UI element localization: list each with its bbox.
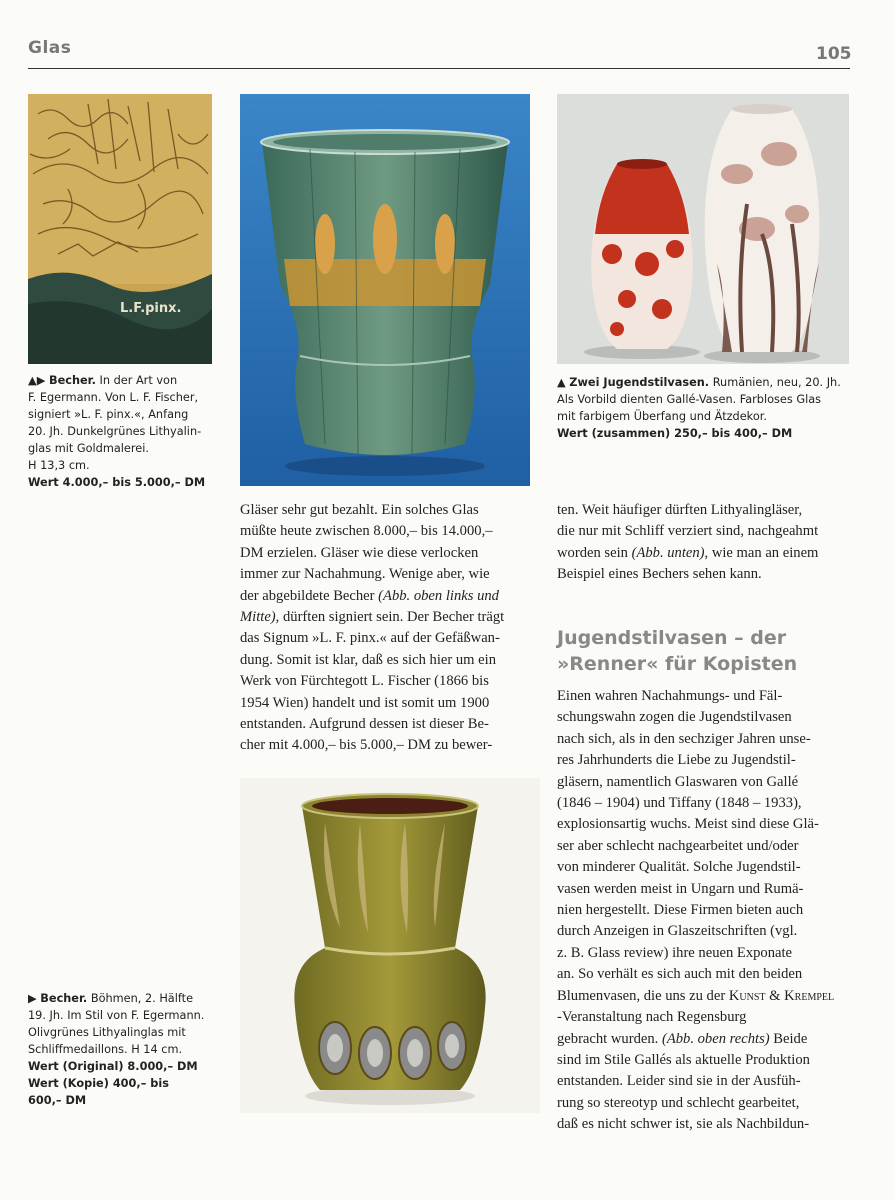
caption-becher-boehmen <box>28 990 228 1109</box>
text-line: daß es nicht schwer ist, sie als Nachbildun- <box>557 1116 810 1133</box>
text-line: nach sich, als in den sechziger Jahren unse- <box>557 730 811 747</box>
caption-line: H 13,3 cm. <box>28 459 90 472</box>
text-line: sind im Stile Gallés als aktuelle Produktion <box>557 1051 810 1068</box>
text-line: Gläser sehr gut bezahlt. Ein solches Glas <box>240 502 479 518</box>
caption-line: signiert »L. F. pinx.«, Anfang <box>28 408 189 421</box>
figure-reference: Mitte) <box>240 609 276 626</box>
heading-line: Jugendstilvasen – der <box>557 627 787 649</box>
olive-beaker-image <box>240 778 540 1113</box>
text-line: explosionsartig wuchs. Meist sind diese Glä- <box>557 816 819 833</box>
text-line: worden sein <box>557 544 632 561</box>
text-line: Beispiel eines Bechers sehen kann. <box>557 566 762 583</box>
caption-line: Olivgrünes Lithyalinglas mit <box>28 1026 186 1039</box>
caption-line: Böhmen, 2. Hälfte <box>90 992 194 1005</box>
text-line: die nur mit Schliff verziert sind, nachgeahmt <box>557 523 819 540</box>
text-line: durch Anzeigen in Glaszeitschriften (vgl. <box>557 923 798 940</box>
text-line: entstanden. Aufgrund dessen ist dieser Be- <box>240 716 489 733</box>
caption-line: Schliffmedaillons. H 14 cm. <box>28 1043 183 1056</box>
body-text-column-3-bottom <box>557 686 862 1136</box>
text-line: (1846 – 1904) und Tiffany (1848 – 1933), <box>557 795 802 812</box>
text-line: Werk von Fürchtegott L. Fischer (1866 bis <box>240 673 489 690</box>
caption-line: 20. Jh. Dunkelgrünes Lithyalin- <box>28 425 202 438</box>
caption-marker: ▶ <box>28 992 37 1005</box>
page-number: 105 <box>816 44 852 64</box>
caption-line: F. Egermann. Von L. F. Fischer, <box>28 391 199 404</box>
text-line: von minderer Qualität. Solche Jugendstil- <box>557 859 801 876</box>
figure-reference: (Abb. oben rechts) <box>661 1030 770 1047</box>
text-line: , dürften signiert sein. Der Becher trägt <box>275 609 505 626</box>
header-rule <box>28 68 850 69</box>
text-line: cher mit 4.000,– bis 5.000,– DM zu bewer- <box>240 737 493 754</box>
body-text-column-2 <box>240 500 540 757</box>
caption-title: Becher. <box>48 374 96 387</box>
caption-marker: ▲▶ <box>28 374 46 387</box>
caption-title: Becher. <box>40 992 88 1005</box>
caption-line: Als Vorbild dienten Gallé-Vasen. Farbloses Glas <box>557 393 822 406</box>
text-line: vasen werden meist in Ungarn und Rumä- <box>557 880 804 897</box>
caption-title: Zwei Jugendstilvasen. <box>569 376 710 389</box>
text-line: nien hergestellt. Diese Firmen bieten auch <box>557 902 804 919</box>
caption-jugendstilvasen <box>557 374 857 442</box>
signature-inscription: L.F.pinx. <box>120 301 182 316</box>
text-line: ten. Weit häufiger dürften Lithyalingläser, <box>557 502 803 518</box>
text-line: entstanden. Leider sind sie in der Ausfüh- <box>557 1073 801 1090</box>
caption-line: mit farbigem Überfang und Ätzdekor. <box>557 410 767 423</box>
text-line: immer zur Nachahmung. Wenige aber, wie <box>240 566 490 583</box>
text-line: gläsern, namentlich Glaswaren von Gallé <box>557 773 799 790</box>
caption-value: Wert (zusammen) 250,– bis 400,– DM <box>557 427 793 440</box>
caption-line: In der Art von <box>99 374 178 387</box>
caption-value: Wert (Kopie) 400,– bis <box>28 1077 169 1090</box>
text-line: Blumenvasen, die uns zu der <box>557 987 729 1004</box>
green-beaker-image <box>240 94 530 486</box>
two-vases-image <box>557 94 849 364</box>
heading-line: »Renner« für Kopisten <box>557 653 798 675</box>
section-heading <box>557 625 857 677</box>
text-line: -Veranstaltung nach Regensburg <box>557 1009 747 1026</box>
text-line: res Jahrhunderts die Liebe zu Jugendstil- <box>557 752 796 769</box>
text-line: DM erzielen. Gläser wie diese verlocken <box>240 544 479 561</box>
text-line: gebracht wurden. <box>557 1030 662 1047</box>
caption-marker: ▲ <box>557 376 566 389</box>
text-line: Beide <box>769 1030 808 1047</box>
text-line: an. So verhält es sich auch mit den beiden <box>557 966 803 983</box>
text-line: , wie man an einem <box>704 544 819 561</box>
body-text-column-3-top <box>557 500 857 586</box>
caption-line: 19. Jh. Im Stil von F. Egermann. <box>28 1009 205 1022</box>
text-line: dung. Somit ist klar, daß es sich hier um ein <box>240 651 496 668</box>
figure-reference: (Abb. unten) <box>631 544 705 561</box>
text-line: 1954 Wien) handelt und ist somit um 1900 <box>240 694 490 711</box>
figure-reference: (Abb. oben links und <box>378 587 499 604</box>
caption-value: Wert (Original) 8.000,– DM <box>28 1060 198 1073</box>
text-line: schungswahn zogen die Jugendstilvasen <box>557 709 792 726</box>
text-line: rung so stereotyp und schlecht gearbeitet, <box>557 1094 800 1111</box>
section-title: Glas <box>28 38 72 58</box>
caption-line: Rumänien, neu, 20. Jh. <box>712 376 841 389</box>
text-line: das Signum »L. F. pinx.« auf der Gefäßwan- <box>240 630 500 647</box>
text-line: Einen wahren Nachahmungs- und Fäl- <box>557 688 783 704</box>
text-line: der abgebildete Becher <box>240 587 379 604</box>
text-line: ser aber schlecht nachgearbeitet und/oder <box>557 837 799 854</box>
caption-line: glas mit Goldmalerei. <box>28 442 149 455</box>
caption-value: Wert 4.000,– bis 5.000,– DM <box>28 476 206 489</box>
text-line: z. B. Glass review) ihre neuen Exponate <box>557 944 793 961</box>
caption-becher-egermann <box>28 372 218 491</box>
text-line: müßte heute zwischen 8.000,– bis 14.000,– <box>240 523 493 540</box>
signature-detail-image <box>28 94 212 364</box>
event-name: Kunst & Krempel <box>728 987 835 1004</box>
caption-value: 600,– DM <box>28 1094 87 1107</box>
